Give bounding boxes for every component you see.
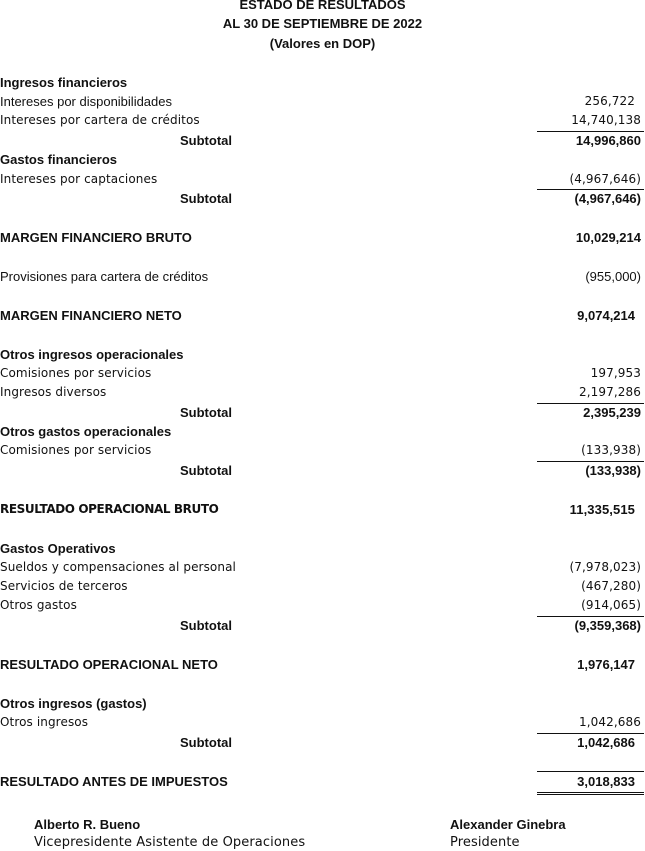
- total-row: RESULTADO OPERACIONAL NETO 1,976,147: [0, 657, 635, 672]
- line-item: Ingresos diversos 2,197,286: [0, 385, 641, 399]
- line-item: Provisiones para cartera de créditos (955,000): [0, 269, 641, 284]
- subtotal-rule: [537, 189, 644, 190]
- section-heading: Ingresos financieros: [0, 75, 128, 90]
- line-item: Comisiones por servicios 197,953: [0, 366, 641, 380]
- subtotal-row: Subtotal 14,996,860: [180, 133, 641, 148]
- total-row: RESULTADO ANTES DE IMPUESTOS 3,018,833: [0, 774, 635, 789]
- subtotal-row: Subtotal (9,359,368): [180, 618, 641, 633]
- section-heading: Otros gastos operacionales: [0, 424, 172, 439]
- total-row: MARGEN FINANCIERO BRUTO 10,029,214: [0, 230, 641, 245]
- report-date: AL 30 DE SEPTIEMBRE DE 2022: [222, 16, 423, 31]
- line-item: Servicios de terceros (467,280): [0, 579, 641, 593]
- signatory-name: Alberto R. Bueno: [34, 817, 141, 832]
- report-title: ESTADO DE RESULTADOS: [239, 0, 406, 12]
- line-item: Intereses por cartera de créditos 14,740,138: [0, 113, 641, 127]
- double-underline: [537, 792, 644, 795]
- report-currency: (Valores en DOP): [269, 36, 376, 51]
- signatory-title: Vicepresidente Asistente de Operaciones: [34, 835, 306, 850]
- line-item: Intereses por disponibilidades 256,722: [0, 94, 635, 109]
- line-item: Sueldos y compensaciones al personal (7,978,023): [0, 560, 641, 574]
- subtotal-rule: [537, 403, 644, 404]
- subtotal-rule: [537, 461, 644, 462]
- subtotal-row: Subtotal 2,395,239: [180, 405, 641, 420]
- subtotal-row: Subtotal 1,042,686: [180, 735, 635, 750]
- section-heading: Otros ingresos (gastos): [0, 696, 147, 711]
- line-item: Otros gastos (914,065): [0, 598, 641, 612]
- total-row: RESULTADO OPERACIONAL BRUTO 11,335,515: [0, 502, 635, 517]
- subtotal-row: Subtotal (4,967,646): [180, 191, 641, 206]
- subtotal-row: Subtotal (133,938): [180, 463, 641, 478]
- line-item: Otros ingresos 1,042,686: [0, 715, 641, 729]
- total-row: MARGEN FINANCIERO NETO 9,074,214: [0, 308, 635, 323]
- section-heading: Otros ingresos operacionales: [0, 347, 184, 362]
- total-top-rule: [537, 771, 644, 772]
- subtotal-rule: [537, 131, 644, 132]
- section-heading: Gastos financieros: [0, 152, 118, 167]
- subtotal-rule: [537, 616, 644, 617]
- subtotal-rule: [537, 733, 644, 734]
- signatory-title: Presidente: [450, 835, 520, 850]
- line-item: Comisiones por servicios (133,938): [0, 443, 641, 457]
- line-item: Intereses por captaciones (4,967,646): [0, 172, 641, 186]
- section-heading: Gastos Operativos: [0, 541, 116, 556]
- signatory-name: Alexander Ginebra: [450, 817, 566, 832]
